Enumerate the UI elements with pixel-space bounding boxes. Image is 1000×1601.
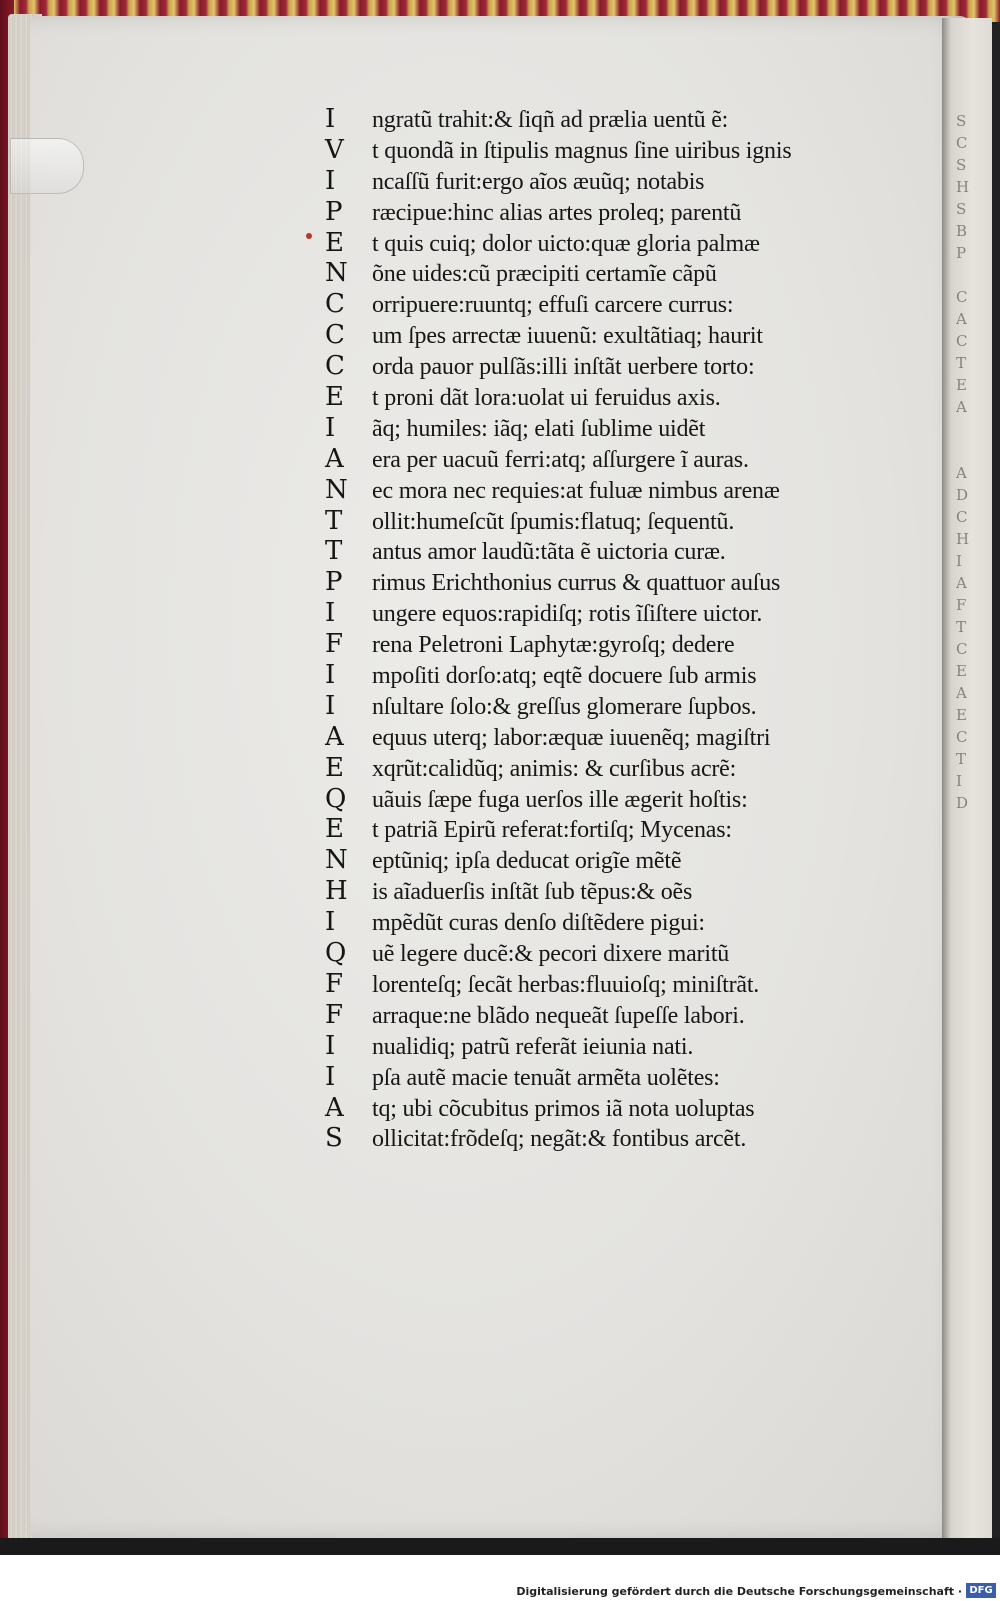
verse-text: ncaſſũ furit:ergo aĩos æuũq; notabis — [372, 168, 705, 195]
verse-initial: I — [325, 104, 336, 134]
verse-line — [325, 135, 885, 166]
verse-text: orripuere:ruuntq; effuſi carcere currus: — [372, 292, 734, 319]
verse-line — [325, 166, 885, 197]
verse-initial: Q — [325, 783, 347, 814]
verse-text: ãq; humiles: iãq; elati ſublime uidẽt — [372, 415, 706, 442]
verse-line — [325, 660, 885, 691]
verse-line — [325, 320, 885, 351]
verse-initial: Q — [325, 938, 347, 969]
verse-text: mpoſiti dorſo:atq; eqtẽ docuere ſub armis — [372, 663, 757, 690]
verse-line — [325, 258, 885, 289]
verse-line — [325, 784, 885, 815]
verse-line — [325, 1031, 885, 1062]
verse-initial: I — [325, 690, 336, 721]
verse-line — [325, 1062, 885, 1093]
verse-line — [325, 475, 885, 506]
verse-text: õne uides:cũ præcipiti certamĩe cãpũ — [372, 261, 717, 288]
verse-initial: I — [325, 660, 336, 691]
verse-text: nſultare ſolo:& greſſus glomerare ſupbos. — [372, 693, 757, 720]
verse-initial: C — [325, 289, 345, 320]
verse-line — [325, 444, 885, 475]
verse-text: um ſpes arrectæ iuuenũ: exultãtiaq; haurit — [372, 323, 763, 350]
verse-text: eptũniq; ipſa deducat origĩe mẽtẽ — [372, 848, 682, 875]
verse-text: ollit:humeſcũt ſpumis:flatuq; ſequentũ. — [372, 508, 735, 535]
verse-initial: C — [325, 351, 345, 382]
verse-text: rimus Erichthonius currus & quattuor auſus — [372, 570, 781, 597]
verse-initial: I — [325, 412, 336, 443]
verse-line — [325, 1000, 885, 1031]
verse-initial: E — [325, 382, 344, 413]
verse-text: is aĩaduerſis inſtãt ſub tẽpus:& oẽs — [372, 879, 693, 906]
verse-text: lorenteſq; ſecãt herbas:fluuioſq; miniſtrãt. — [372, 971, 760, 998]
verse-text: pſa autẽ macie tenuãt armẽta uolẽtes: — [372, 1064, 720, 1091]
verse-initial: N — [325, 258, 348, 289]
verse-text: orda pauor pulſãs:illi inſtãt uerbere torto: — [372, 354, 755, 381]
verse-text: t quondã in ſtipulis magnus ſine uiribus ignis — [372, 137, 792, 164]
verse-text: ec mora nec requies:at fuluæ nimbus arenæ — [372, 477, 780, 504]
verse-initial: A — [325, 1092, 344, 1123]
verse-initial: I — [325, 598, 336, 629]
verse-initial: A — [325, 443, 344, 474]
verse-initial: I — [325, 1030, 336, 1061]
verse-text: tq; ubi cõcubitus primos iã nota uoluptas — [372, 1095, 755, 1122]
verse-line — [325, 228, 885, 259]
verse-initial: F — [325, 968, 344, 999]
facing-page-text: S C S H S B P C A C T E A A D C H I A F T C E A E C T I D — [956, 112, 970, 812]
verse-line — [325, 845, 885, 876]
verse-line — [325, 197, 885, 228]
verse-initial: V — [325, 134, 344, 165]
verse-initial: F — [325, 999, 344, 1030]
verse-initial: N — [325, 474, 348, 505]
verse-line — [325, 506, 885, 537]
verse-initial: E — [325, 814, 344, 845]
verse-text: equus uterq; labor:æquæ iuuenẽq; magiſtri — [372, 724, 771, 751]
verse-initial: I — [325, 1061, 336, 1092]
bookmark-tab — [10, 138, 84, 194]
verse-text: ngratũ trahit:& ſiqñ ad prælia uentũ ẽ: — [372, 107, 729, 133]
verse-line — [325, 691, 885, 722]
verse-text: rena Peletroni Laphytæ:gyroſq; dedere — [372, 632, 735, 659]
verse-line — [325, 1123, 885, 1154]
verse-text: mpẽdũt curas denſo diſtẽdere pigui: — [372, 910, 705, 937]
verse-initial: T — [325, 536, 343, 567]
verse-initial: N — [325, 845, 348, 876]
verse-line — [325, 382, 885, 413]
verse-initial: P — [325, 196, 343, 227]
verse-initial: P — [325, 567, 343, 598]
verse-initial: T — [325, 505, 343, 536]
verse-line — [325, 1093, 885, 1124]
verse-line — [325, 598, 885, 629]
verse-text: ungere equos:rapidiſq; rotis ĩſiſtere uictor. — [372, 601, 763, 628]
verse-text: t patriã Epirũ referat:fortiſq; Mycenas: — [372, 817, 732, 844]
verse-text: t quis cuiq; dolor uicto:quæ gloria palmæ — [372, 230, 760, 257]
verse-initial: C — [325, 320, 345, 351]
verse-line — [325, 567, 885, 598]
verse-initial: E — [325, 752, 344, 783]
verse-text: antus amor laudũ:tãta ẽ uictoria curæ. — [372, 539, 726, 566]
dfg-logo: DFG — [966, 1583, 996, 1598]
rubric-mark — [306, 233, 312, 239]
verse-initial: A — [325, 721, 344, 752]
verse-text: ollicitat:frõdeſq; negãt:& fontibus arcẽt. — [372, 1126, 747, 1153]
verse-line — [325, 629, 885, 660]
verse-text: xqrũt:calidũq; animis: & curſibus acrẽ: — [372, 755, 737, 782]
verse-text: nualidiq; patrũ referãt ieiunia nati. — [372, 1033, 694, 1060]
verse-text: uẽ legere ducẽ:& pecori dixere maritũ — [372, 941, 730, 968]
verse-initial: I — [325, 165, 336, 196]
verse-line — [325, 413, 885, 444]
verse-line — [325, 104, 885, 135]
verse-text: uãuis ſæpe fuga uerſos ille ægerit hoſtis: — [372, 786, 748, 813]
verse-line — [325, 938, 885, 969]
verse-text-block — [325, 104, 885, 1154]
verse-text: arraque:ne blãdo nequeãt ſupeſſe labori. — [372, 1002, 745, 1029]
verse-line — [325, 876, 885, 907]
verse-line — [325, 814, 885, 845]
verse-line — [325, 722, 885, 753]
verse-line — [325, 969, 885, 1000]
verse-initial: E — [325, 227, 344, 258]
verse-line — [325, 289, 885, 320]
verse-initial: I — [325, 907, 336, 938]
verse-line — [325, 753, 885, 784]
verse-text: ræcipue:hinc alias artes proleq; parentũ — [372, 199, 742, 226]
verse-initial: S — [325, 1123, 343, 1154]
verse-initial: H — [325, 876, 348, 907]
footer-credit: Digitalisierung gefördert durch die Deutsche Forschungsgemeinschaft · — [516, 1585, 962, 1598]
verse-line — [325, 907, 885, 938]
verse-text: t proni dãt lora:uolat ui feruidus axis. — [372, 385, 721, 412]
verse-initial: F — [325, 629, 344, 660]
verse-line — [325, 351, 885, 382]
scan-bottom-edge — [0, 1538, 1000, 1555]
verse-text: era per uacuũ ferri:atq; aſſurgere ĩ auras. — [372, 446, 749, 473]
verse-line — [325, 536, 885, 567]
